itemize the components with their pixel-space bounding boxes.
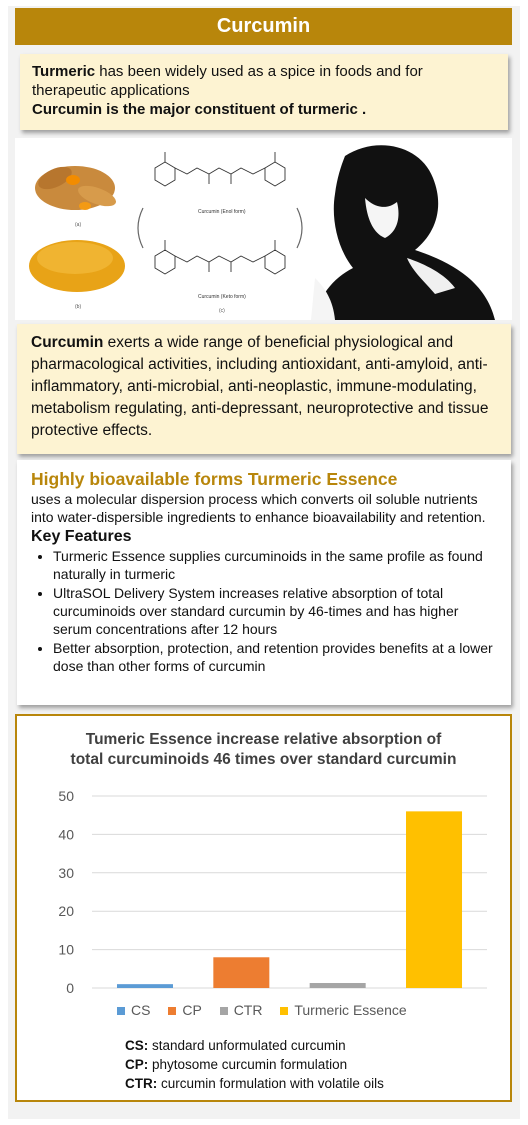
essence-description: uses a molecular dispersion process which converts oil soluble nutrients into water-dispersible ingredients to enhance bioavailability and retention. bbox=[31, 491, 486, 525]
legend-item-cs bbox=[117, 1002, 150, 1018]
feature-item: • Better absorption, protection, and retention provides benefits at a lower dose than other forms of curcumin bbox=[53, 639, 497, 675]
images-svg bbox=[15, 138, 512, 320]
footnote-ctr-abbr: CTR: bbox=[125, 1076, 158, 1091]
y-tick-label: 10 bbox=[58, 941, 74, 958]
legend-item-cp bbox=[168, 1002, 201, 1018]
footnote-cs bbox=[125, 1036, 384, 1055]
intro-line-1 bbox=[32, 62, 496, 100]
turmeric-root-image bbox=[35, 162, 119, 228]
legend-swatch-ctr bbox=[220, 1007, 228, 1015]
legend-label-cp: CP bbox=[182, 1002, 202, 1018]
footnote-cp bbox=[125, 1055, 384, 1074]
y-tick-label: 20 bbox=[58, 903, 74, 920]
footnote-cp-abbr: CP: bbox=[125, 1057, 149, 1072]
y-tick-label: 50 bbox=[58, 788, 74, 804]
chart-title-line-1: Tumeric Essence increase relative absorption of bbox=[85, 731, 442, 748]
y-tick-label: 40 bbox=[58, 826, 74, 843]
chart-legend bbox=[117, 1002, 421, 1018]
chart-title-line-2: total curcuminoids 46 times over standard curcumin bbox=[70, 751, 457, 768]
woman-silhouette-image bbox=[311, 145, 495, 320]
key-features-heading: Key Features bbox=[31, 528, 132, 545]
bar-cs bbox=[117, 984, 173, 988]
chart-footnotes bbox=[125, 1036, 384, 1093]
essence-heading: Highly bioavailable forms Turmeric Essence bbox=[31, 469, 398, 489]
footnote-cp-text: phytosome curcumin formulation bbox=[148, 1057, 348, 1072]
label-b: (b) bbox=[75, 304, 82, 310]
absorption-chart bbox=[15, 714, 512, 1102]
legend-swatch-cp bbox=[168, 1007, 176, 1015]
activities-text: exerts a wide range of beneficial physiological and pharmacological activities, including antioxidant, anti-amyloid, anti-inflammatory, anti-microbial, anti-neoplastic, immune-modulating, metabolism regulating, anti-depressant, neuroprotective and tissue protective effects. bbox=[31, 334, 489, 439]
curcumin-keto-structure bbox=[155, 240, 285, 274]
legend-label-ctr: CTR bbox=[233, 1002, 263, 1018]
legend-label-turmeric-essence: Turmeric Essence bbox=[294, 1002, 407, 1018]
legend-item-ctr bbox=[220, 1002, 263, 1018]
feature-item: • UltraSOL Delivery System increases relative absorption of total curcuminoids over standard curcumin by 46-times and has higher serum concentrations after 12 hours bbox=[53, 584, 497, 638]
footnote-ctr bbox=[125, 1074, 384, 1093]
image-strip bbox=[15, 138, 512, 320]
activities-panel bbox=[17, 324, 511, 454]
legend-item-turmeric-essence bbox=[280, 1002, 406, 1018]
footnote-ctr-text: curcumin formulation with volatile oils bbox=[157, 1076, 384, 1091]
keto-form-label: Curcumin (Keto form) bbox=[198, 294, 246, 300]
legend-label-cs: CS bbox=[131, 1002, 151, 1018]
footnote-cs-text: standard unformulated curcumin bbox=[148, 1038, 346, 1053]
curcumin-enol-structure bbox=[155, 152, 285, 186]
turmeric-powder-image bbox=[29, 240, 125, 310]
feature-item: • Turmeric Essence supplies curcuminoids in the same profile as found naturally in turmeric bbox=[53, 547, 497, 583]
label-a: (a) bbox=[75, 222, 82, 228]
bar-ctr bbox=[310, 983, 366, 988]
intro-line-1-text: has been widely used as a spice in foods and for therapeutic applications bbox=[32, 63, 423, 99]
legend-swatch-turmeric-essence bbox=[280, 1007, 288, 1015]
label-c: (c) bbox=[219, 308, 225, 314]
features-list bbox=[31, 547, 497, 675]
intro-panel bbox=[20, 54, 508, 130]
y-tick-label: 30 bbox=[58, 864, 74, 881]
page-title: Curcumin bbox=[15, 8, 512, 45]
footnote-cs-abbr: CS: bbox=[125, 1038, 149, 1053]
bar-turmeric-essence bbox=[406, 811, 462, 988]
curcumin-term: Curcumin bbox=[31, 334, 104, 351]
bar-cp bbox=[213, 957, 269, 988]
y-tick-label: 0 bbox=[66, 980, 74, 996]
enol-form-label: Curcumin (Enol form) bbox=[198, 209, 246, 215]
legend-swatch-cs bbox=[117, 1007, 125, 1015]
intro-line-2: Curcumin is the major constituent of turmeric . bbox=[32, 101, 367, 118]
turmeric-term: Turmeric bbox=[32, 63, 96, 80]
essence-panel bbox=[17, 460, 511, 705]
